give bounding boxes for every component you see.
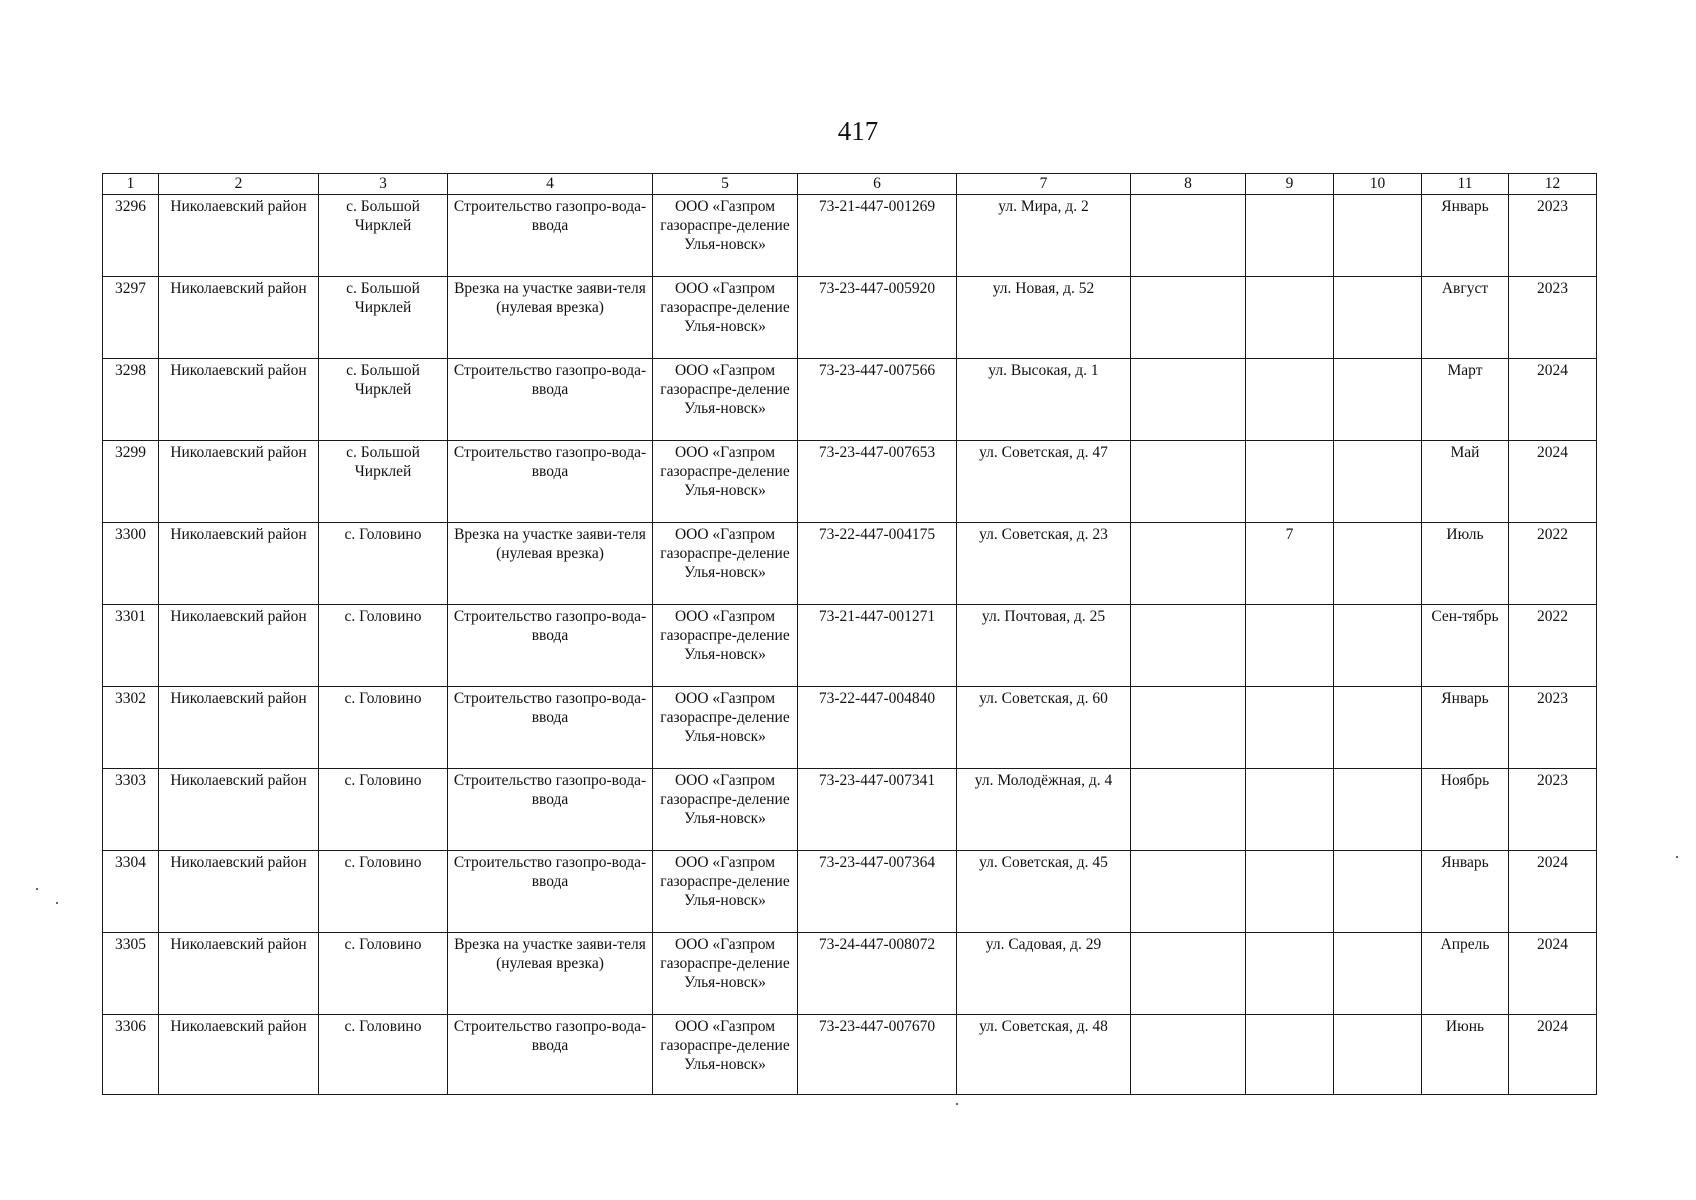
cell-c10 — [1334, 195, 1422, 277]
cell-c10 — [1334, 605, 1422, 687]
cell-c9 — [1246, 605, 1334, 687]
cell-district: Николаевский район — [159, 1015, 319, 1095]
cell-settlement: с. Большой Чирклей — [319, 441, 448, 523]
cell-month: Январь — [1422, 687, 1509, 769]
cell-org: ООО «Газпром газораспре-деление Улья-новск» — [653, 441, 798, 523]
column-header-5: 5 — [653, 174, 798, 195]
cell-district: Николаевский район — [159, 851, 319, 933]
cell-settlement: с. Головино — [319, 769, 448, 851]
cell-address: ул. Советская, д. 23 — [957, 523, 1131, 605]
table-row — [103, 1015, 1597, 1095]
cell-code: 73-23-447-007566 — [798, 359, 957, 441]
cell-address: ул. Высокая, д. 1 — [957, 359, 1131, 441]
cell-year: 2022 — [1509, 523, 1597, 605]
cell-district: Николаевский район — [159, 933, 319, 1015]
cell-c8 — [1131, 359, 1246, 441]
column-header-7: 7 — [957, 174, 1131, 195]
cell-org: ООО «Газпром газораспре-деление Улья-новск» — [653, 277, 798, 359]
column-header-1: 1 — [103, 174, 159, 195]
table-row — [103, 195, 1597, 277]
cell-c8 — [1131, 195, 1246, 277]
cell-num: 3296 — [103, 195, 159, 277]
cell-num: 3305 — [103, 933, 159, 1015]
cell-work: Строительство газопро-вода-ввода — [448, 1015, 653, 1095]
cell-num: 3298 — [103, 359, 159, 441]
table-header — [103, 174, 1597, 195]
table-body — [103, 195, 1597, 1095]
cell-address: ул. Новая, д. 52 — [957, 277, 1131, 359]
cell-settlement: с. Большой Чирклей — [319, 277, 448, 359]
cell-c9 — [1246, 359, 1334, 441]
cell-settlement: с. Головино — [319, 1015, 448, 1095]
cell-c10 — [1334, 851, 1422, 933]
cell-work: Врезка на участке заяви-теля (нулевая врезка) — [448, 277, 653, 359]
cell-code: 73-23-447-007670 — [798, 1015, 957, 1095]
column-header-6: 6 — [798, 174, 957, 195]
column-number-row — [103, 174, 1597, 195]
scan-speck — [1676, 856, 1678, 858]
cell-district: Николаевский район — [159, 523, 319, 605]
cell-settlement: с. Головино — [319, 851, 448, 933]
cell-year: 2024 — [1509, 441, 1597, 523]
cell-month: Январь — [1422, 195, 1509, 277]
cell-c8 — [1131, 277, 1246, 359]
cell-district: Николаевский район — [159, 769, 319, 851]
cell-num: 3301 — [103, 605, 159, 687]
cell-c8 — [1131, 851, 1246, 933]
cell-code: 73-22-447-004840 — [798, 687, 957, 769]
cell-c9 — [1246, 277, 1334, 359]
cell-address: ул. Мира, д. 2 — [957, 195, 1131, 277]
cell-settlement: с. Большой Чирклей — [319, 195, 448, 277]
cell-c10 — [1334, 1015, 1422, 1095]
cell-year: 2023 — [1509, 769, 1597, 851]
cell-org: ООО «Газпром газораспре-деление Улья-новск» — [653, 195, 798, 277]
cell-code: 73-23-447-007653 — [798, 441, 957, 523]
cell-work: Строительство газопро-вода-ввода — [448, 769, 653, 851]
cell-month: Май — [1422, 441, 1509, 523]
table-row — [103, 359, 1597, 441]
cell-c9 — [1246, 851, 1334, 933]
cell-org: ООО «Газпром газораспре-деление Улья-новск» — [653, 1015, 798, 1095]
cell-work: Строительство газопро-вода-ввода — [448, 605, 653, 687]
cell-month: Июль — [1422, 523, 1509, 605]
table-row — [103, 933, 1597, 1015]
cell-num: 3304 — [103, 851, 159, 933]
scan-speck — [56, 902, 58, 904]
cell-code: 73-22-447-004175 — [798, 523, 957, 605]
cell-settlement: с. Головино — [319, 687, 448, 769]
cell-c9 — [1246, 441, 1334, 523]
column-header-12: 12 — [1509, 174, 1597, 195]
cell-c9 — [1246, 687, 1334, 769]
cell-year: 2023 — [1509, 195, 1597, 277]
cell-org: ООО «Газпром газораспре-деление Улья-новск» — [653, 769, 798, 851]
cell-c8 — [1131, 687, 1246, 769]
cell-month: Август — [1422, 277, 1509, 359]
cell-num: 3302 — [103, 687, 159, 769]
cell-c8 — [1131, 441, 1246, 523]
cell-c10 — [1334, 933, 1422, 1015]
register-table — [102, 173, 1597, 1095]
cell-org: ООО «Газпром газораспре-деление Улья-новск» — [653, 523, 798, 605]
cell-address: ул. Молодёжная, д. 4 — [957, 769, 1131, 851]
scan-speck — [36, 888, 38, 890]
cell-c10 — [1334, 687, 1422, 769]
cell-year: 2024 — [1509, 851, 1597, 933]
cell-district: Николаевский район — [159, 277, 319, 359]
cell-c9: 7 — [1246, 523, 1334, 605]
table-row — [103, 769, 1597, 851]
cell-settlement: с. Большой Чирклей — [319, 359, 448, 441]
cell-settlement: с. Головино — [319, 933, 448, 1015]
cell-work: Строительство газопро-вода-ввода — [448, 195, 653, 277]
cell-code: 73-23-447-005920 — [798, 277, 957, 359]
cell-c9 — [1246, 1015, 1334, 1095]
column-header-10: 10 — [1334, 174, 1422, 195]
column-header-11: 11 — [1422, 174, 1509, 195]
cell-c9 — [1246, 769, 1334, 851]
cell-c10 — [1334, 441, 1422, 523]
cell-c8 — [1131, 933, 1246, 1015]
table-row — [103, 687, 1597, 769]
cell-c8 — [1131, 1015, 1246, 1095]
cell-code: 73-21-447-001269 — [798, 195, 957, 277]
cell-settlement: с. Головино — [319, 605, 448, 687]
cell-month: Сен-тябрь — [1422, 605, 1509, 687]
cell-num: 3299 — [103, 441, 159, 523]
cell-year: 2023 — [1509, 277, 1597, 359]
cell-district: Николаевский район — [159, 605, 319, 687]
cell-address: ул. Советская, д. 48 — [957, 1015, 1131, 1095]
cell-num: 3300 — [103, 523, 159, 605]
cell-c8 — [1131, 523, 1246, 605]
cell-c8 — [1131, 605, 1246, 687]
cell-org: ООО «Газпром газораспре-деление Улья-новск» — [653, 359, 798, 441]
cell-work: Строительство газопро-вода-ввода — [448, 359, 653, 441]
cell-month: Март — [1422, 359, 1509, 441]
cell-c10 — [1334, 359, 1422, 441]
cell-code: 73-23-447-007341 — [798, 769, 957, 851]
cell-district: Николаевский район — [159, 195, 319, 277]
cell-month: Июнь — [1422, 1015, 1509, 1095]
cell-work: Врезка на участке заяви-теля (нулевая врезка) — [448, 933, 653, 1015]
cell-num: 3306 — [103, 1015, 159, 1095]
cell-month: Январь — [1422, 851, 1509, 933]
cell-address: ул. Садовая, д. 29 — [957, 933, 1131, 1015]
cell-address: ул. Почтовая, д. 25 — [957, 605, 1131, 687]
cell-month: Ноябрь — [1422, 769, 1509, 851]
cell-num: 3303 — [103, 769, 159, 851]
table-row — [103, 523, 1597, 605]
table-row — [103, 605, 1597, 687]
cell-year: 2024 — [1509, 1015, 1597, 1095]
cell-district: Николаевский район — [159, 687, 319, 769]
cell-c10 — [1334, 769, 1422, 851]
cell-month: Апрель — [1422, 933, 1509, 1015]
cell-work: Врезка на участке заяви-теля (нулевая врезка) — [448, 523, 653, 605]
table-row — [103, 441, 1597, 523]
cell-c10 — [1334, 523, 1422, 605]
cell-settlement: с. Головино — [319, 523, 448, 605]
table-row — [103, 277, 1597, 359]
cell-year: 2024 — [1509, 359, 1597, 441]
cell-work: Строительство газопро-вода-ввода — [448, 441, 653, 523]
cell-c8 — [1131, 769, 1246, 851]
cell-org: ООО «Газпром газораспре-деление Улья-новск» — [653, 687, 798, 769]
cell-org: ООО «Газпром газораспре-деление Улья-новск» — [653, 933, 798, 1015]
cell-address: ул. Советская, д. 45 — [957, 851, 1131, 933]
column-header-2: 2 — [159, 174, 319, 195]
cell-num: 3297 — [103, 277, 159, 359]
cell-org: ООО «Газпром газораспре-деление Улья-новск» — [653, 851, 798, 933]
scan-speck — [956, 1103, 958, 1105]
column-header-9: 9 — [1246, 174, 1334, 195]
cell-c9 — [1246, 933, 1334, 1015]
cell-address: ул. Советская, д. 47 — [957, 441, 1131, 523]
cell-district: Николаевский район — [159, 359, 319, 441]
cell-year: 2023 — [1509, 687, 1597, 769]
cell-work: Строительство газопро-вода-ввода — [448, 851, 653, 933]
table-row — [103, 851, 1597, 933]
cell-code: 73-21-447-001271 — [798, 605, 957, 687]
cell-org: ООО «Газпром газораспре-деление Улья-новск» — [653, 605, 798, 687]
cell-year: 2024 — [1509, 933, 1597, 1015]
cell-code: 73-24-447-008072 — [798, 933, 957, 1015]
cell-district: Николаевский район — [159, 441, 319, 523]
cell-address: ул. Советская, д. 60 — [957, 687, 1131, 769]
column-header-4: 4 — [448, 174, 653, 195]
page-number: 417 — [837, 116, 879, 146]
cell-code: 73-23-447-007364 — [798, 851, 957, 933]
column-header-8: 8 — [1131, 174, 1246, 195]
cell-c9 — [1246, 195, 1334, 277]
cell-c10 — [1334, 277, 1422, 359]
column-header-3: 3 — [319, 174, 448, 195]
cell-year: 2022 — [1509, 605, 1597, 687]
cell-work: Строительство газопро-вода-ввода — [448, 687, 653, 769]
